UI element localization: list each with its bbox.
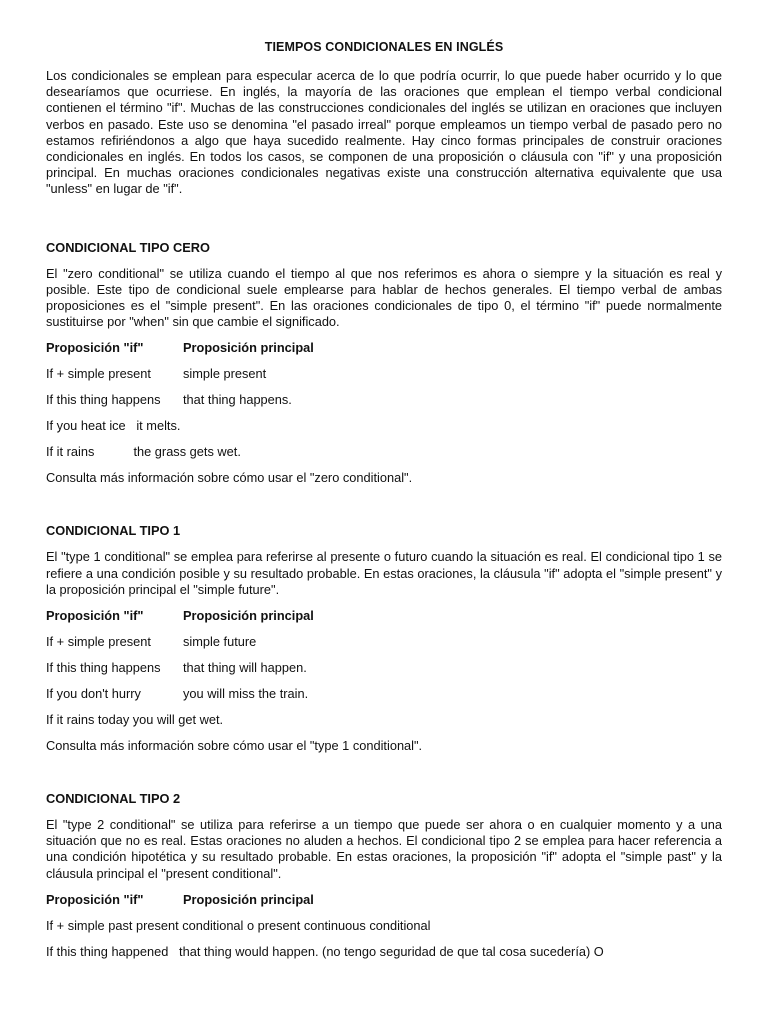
row-if: If this thing happens	[46, 660, 161, 676]
row-main: that thing will happen.	[183, 660, 307, 676]
header-if: Proposición "if"	[46, 608, 144, 624]
more-info-line: Consulta más información sobre cómo usar el "zero conditional".	[46, 470, 413, 486]
example-line: If you heat ice it melts.	[46, 418, 181, 434]
table-row	[46, 392, 722, 408]
example-line: If it rains the grass gets wet.	[46, 444, 241, 460]
section-tipo-cero	[46, 240, 722, 487]
row-if: If + simple present	[46, 634, 151, 650]
row-main: you will miss the train.	[183, 686, 309, 702]
table-row	[46, 634, 722, 650]
header-if: Proposición "if"	[46, 891, 144, 907]
document-title: TIEMPOS CONDICIONALES EN INGLÉS	[264, 40, 504, 54]
table-row	[46, 366, 722, 382]
section-heading: CONDICIONAL TIPO 2	[46, 791, 181, 807]
table-row	[46, 660, 722, 676]
row-if: If this thing happens	[46, 392, 161, 408]
section-paragraph: El "type 2 conditional" se utiliza para referirse a un tiempo que puede ser ahora o en cualquier momento y a una situación que no es real. Estas oraciones no aluden a hechos. El condicional tipo 2 se emplea para hacer referencia a una condición hipotética y su resultado probable. En estas oraciones, la proposición "if" adopta el "simple past" y la cláusula principal el "present conditional".	[46, 817, 722, 881]
more-info-line: Consulta más información sobre cómo usar el "type 1 conditional".	[46, 738, 423, 754]
header-main: Proposición principal	[183, 891, 314, 907]
row-if: If + simple present	[46, 366, 151, 382]
example-line: If + simple past present conditional o present continuous conditional	[46, 917, 431, 933]
row-main: that thing happens.	[183, 392, 292, 408]
intro-paragraph: Los condicionales se emplean para especular acerca de lo que podría ocurrir, lo que puede haber ocurrido y lo que desearíamos que ocurriese. En inglés, la mayoría de las oraciones que emplean el tiempo verbal condicional contienen el término "if". Muchas de las construcciones condicionales del inglés se utilizan en oraciones que incluyen verbos en pasado. Este uso se denomina "el pasado irreal" porque empleamos un tiempo verbal de pasado pero no estamos refiriéndonos a algo que haya sucedido realmente. Hay cinco formas principales de construir oraciones condicionales en inglés. En todos los casos, se componen de una proposición o cláusula con "if" y una proposición principal. En muchas oraciones condicionales negativas existe una construcción alternativa equivalente que usa "unless" en lugar de "if".	[46, 68, 722, 197]
section-paragraph: El "zero conditional" se utiliza cuando el tiempo al que nos referimos es ahora o siempre y la situación es real y posible. Este tipo de condicional suele emplearse para hablar de hechos generales. El tiempo verbal de ambas proposiciones es el "simple present". En las oraciones condicionales de tipo 0, el término "if" puede normalmente sustituirse por "when" sin que cambie el significado.	[46, 265, 722, 330]
header-main: Proposición principal	[183, 608, 314, 624]
section-paragraph: El "type 1 conditional" se emplea para referirse al presente o futuro cuando la situación es real. El condicional tipo 1 se refiere a una condición posible y su resultado probable. En estas oraciones, la cláusula "if" adopta el "simple present" y la proposición principal el "simple future".	[46, 549, 722, 597]
table-header	[46, 340, 722, 356]
example-line: If it rains today you will get wet.	[46, 712, 224, 728]
table-header	[46, 608, 722, 624]
example-line: If this thing happened that thing would happen. (no tengo seguridad de que tal cosa sucedería) O	[46, 943, 604, 959]
header-if: Proposición "if"	[46, 340, 144, 356]
table-row	[46, 686, 722, 702]
section-tipo-1	[46, 523, 722, 754]
section-tipo-2	[46, 791, 722, 960]
row-main: simple present	[183, 366, 267, 382]
section-heading: CONDICIONAL TIPO 1	[46, 523, 181, 539]
row-if: If you don't hurry	[46, 686, 141, 702]
header-main: Proposición principal	[183, 340, 314, 356]
table-header	[46, 892, 722, 908]
section-heading: CONDICIONAL TIPO CERO	[46, 239, 210, 255]
row-main: simple future	[183, 634, 257, 650]
